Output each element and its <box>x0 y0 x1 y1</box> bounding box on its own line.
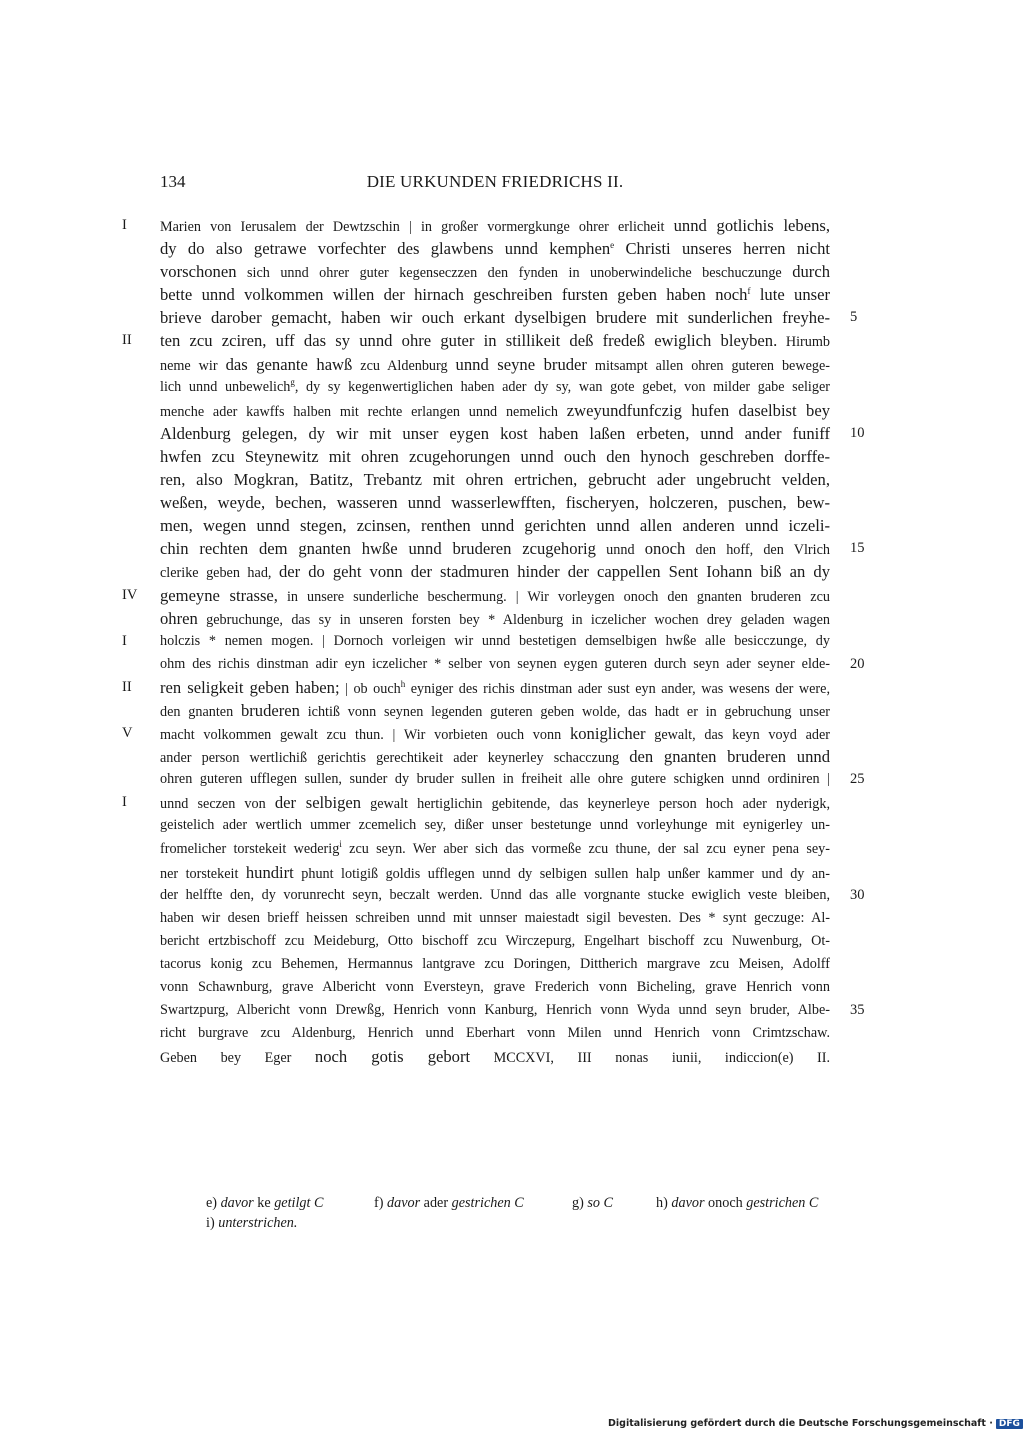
margin-siglum: II <box>122 332 132 349</box>
line-text <box>160 607 830 630</box>
text-segment: Aldenburg gelegen, dy wir mit unser eygen kost haben laßen erbeten, unnd ander funiff <box>160 423 830 443</box>
text-line <box>0 699 1000 722</box>
text-line <box>0 353 1000 376</box>
text-line <box>0 607 1000 630</box>
text-segment: ohren <box>160 608 198 628</box>
text-segment: vonn Schawnburg, grave Albericht vonn Eversteyn, grave Frederich vonn Bicheling, grave Henrich vonn <box>160 979 830 996</box>
text-segment: ohm des richis dinstman adir eyn iczelicher * selber von seynen eygen guteren durch seyn ader seyner elde- <box>160 655 830 672</box>
text-segment: ren seligkeit geben haben; <box>160 677 340 697</box>
line-text <box>160 214 830 237</box>
line-text <box>160 445 830 468</box>
line-text <box>160 976 830 999</box>
text-segment: onoch <box>644 539 686 559</box>
line-text <box>160 814 830 837</box>
line-text <box>160 514 830 537</box>
line-text <box>160 999 830 1022</box>
page-header <box>0 172 1000 198</box>
line-text <box>160 907 830 930</box>
line-text <box>160 722 830 745</box>
text-segment: brieve darober gemacht, haben wir ouch erkant dyselbigen brudere mit sunderlichen freyhe- <box>160 308 830 328</box>
text-line <box>0 560 1000 583</box>
text-line <box>0 283 1000 306</box>
text-segment: geistelich ader wertlich ummer zcemelich sey, dißer unser bestetunge unnd vorleyhunge mit eynigerley un- <box>160 817 830 834</box>
text-line <box>0 214 1000 237</box>
text-segment: Marien von Ierusalem der Dewtzschin | in großer vormergkunge ohrer erlicheit <box>160 219 674 235</box>
line-text <box>160 630 830 653</box>
text-segment: noch gotis gebort <box>314 1047 471 1067</box>
text-segment: unnd seczen von <box>160 796 275 813</box>
line-text <box>160 376 830 399</box>
line-text <box>160 930 830 953</box>
text-line <box>0 630 1000 653</box>
text-segment: gebruchunge, das sy in unseren forsten bey * Aldenburg in iczelicher wochen drey geladen wagen <box>197 611 830 628</box>
text-segment: den hoff, den Vlrich <box>685 542 830 559</box>
line-text <box>160 861 830 884</box>
text-segment: zcu seyn. Wer aber sich das vormeße zcu thune, der sal zcu eyner pena sey- <box>341 840 830 857</box>
text-segment: macht volkommen gewalt zcu thun. | Wir vorbieten ouch vonn <box>160 727 570 744</box>
text-line <box>0 791 1000 814</box>
text-segment: men, wegen unnd stegen, zcinsen, renthen unnd gerichten unnd allen anderen unnd iczeli- <box>160 516 830 536</box>
line-number: 20 <box>850 655 865 672</box>
text-segment: tacorus konig zcu Behemen, Hermannus lantgrave zcu Doringen, Dittherich margrave zcu Meisen, Adolff <box>160 956 830 972</box>
text-segment: menche ader kawffs halben mit rechte erlangen unnd nemelich <box>160 403 567 420</box>
line-text <box>160 329 830 352</box>
footnote-i: i) unterstrichen. <box>206 1215 298 1231</box>
line-text <box>160 306 830 329</box>
line-text <box>160 699 830 722</box>
margin-siglum: I <box>122 632 127 649</box>
text-segment: holczis * nemen mogen. | Dornoch vorleigen wir unnd bestetigen demselbigen hwße alle besicczunge, dy <box>160 632 830 649</box>
line-text <box>160 676 830 699</box>
text-segment: unnd <box>595 542 645 559</box>
margin-siglum: I <box>122 794 127 811</box>
text-segment: phunt lotigiß goldis ufflegen unnd dy selbigen sullen halp unßer kammer und dy an- <box>293 865 830 882</box>
text-segment: zweyundfunfczig hufen daselbist bey <box>566 400 830 420</box>
margin-siglum: II <box>122 678 132 695</box>
text-segment: ten zcu zciren, uff das sy unnd ohre guter in stillikeit deß fredeß ewiglich bleyben. <box>160 331 778 351</box>
text-segment: ichtiß vonn seynen legenden guteren geben wolde, das hadt er in gebruchung unser <box>299 703 830 720</box>
text-line <box>0 884 1000 907</box>
text-line <box>0 329 1000 352</box>
text-line <box>0 306 1000 329</box>
funding-text: Digitalisierung gefördert durch die Deutsche Forschungsgemeinschaft · <box>608 1418 993 1429</box>
text-segment: richt burgrave zcu Aldenburg, Henrich unnd Eberhart vonn Milen unnd Henrich vonn Crimtzschaw. <box>160 1025 830 1042</box>
line-text <box>160 491 830 514</box>
text-segment: sich unnd ohrer guter kegenseczzen den fynden in unoberwindeliche beschuczunge <box>236 265 793 282</box>
line-number: 5 <box>850 309 858 326</box>
footnote-marker: i <box>339 838 342 849</box>
charter-text <box>0 214 1000 1068</box>
footnote-row <box>206 1193 846 1213</box>
text-segment: der selbigen <box>274 793 362 813</box>
line-text <box>160 791 830 814</box>
line-text <box>160 1045 830 1068</box>
text-segment: den gnanten <box>160 703 241 720</box>
text-segment: Hirumb <box>777 334 830 351</box>
line-text <box>160 399 830 422</box>
text-line <box>0 768 1000 791</box>
line-number: 25 <box>850 771 865 788</box>
text-line <box>0 1045 1000 1068</box>
text-line <box>0 745 1000 768</box>
text-line <box>0 399 1000 422</box>
footnote-marker: h <box>400 678 406 689</box>
line-text <box>160 838 830 861</box>
text-line <box>0 237 1000 260</box>
line-text <box>160 884 830 907</box>
text-segment: bette unnd volkommen willen der hirnach geschreiben fursten geben haben noch <box>160 285 748 305</box>
text-segment: unnd seyne bruder <box>455 354 587 374</box>
text-segment: gemeyne strasse, <box>160 585 278 605</box>
text-line <box>0 514 1000 537</box>
line-text <box>160 560 830 583</box>
text-line <box>0 260 1000 283</box>
footnote-f: f) davor ader gestrichen C <box>374 1195 524 1211</box>
text-segment: das genante hawß <box>225 354 353 374</box>
line-text <box>160 353 830 376</box>
text-segment: bericht ertzbischoff zcu Meideburg, Otto bischoff zcu Wirczepurg, Engelhart bischoff zcu Nuwenburg, Ot- <box>160 932 830 949</box>
text-segment: Christi unseres herren nicht <box>614 239 830 259</box>
text-line <box>0 976 1000 999</box>
text-segment: der helffte den, dy vorunrecht seyn, beczalt werden. Unnd das alle vorgnante stucke ewiglich veste bleiben, <box>160 886 830 903</box>
line-text <box>160 768 830 791</box>
line-text <box>160 745 830 768</box>
text-segment: zcu Aldenburg <box>352 357 456 374</box>
text-segment: in unsere sunderliche beschermung. | Wir vorleygen onoch den gnanten bruderen zcu <box>277 588 830 605</box>
text-line <box>0 537 1000 560</box>
text-segment: lute unser <box>750 285 830 305</box>
running-title: DIE URKUNDEN FRIEDRICHS II. <box>366 172 624 191</box>
line-text <box>160 237 830 260</box>
line-number: 10 <box>850 424 865 441</box>
footnote-g: g) so C <box>572 1195 613 1211</box>
margin-siglum: V <box>122 725 133 742</box>
text-line <box>0 468 1000 491</box>
footnotes <box>206 1193 846 1233</box>
text-segment: gewalt, das keyn voyd ader <box>645 727 830 744</box>
line-text <box>160 953 830 976</box>
text-segment: vorschonen <box>160 262 237 282</box>
text-line <box>0 584 1000 607</box>
text-segment: hwfen zcu Steynewitz mit ohren zcugehorungen unnd ouch den hynoch geschreben dorffe- <box>160 446 830 466</box>
margin-siglum: I <box>122 217 127 233</box>
line-text <box>160 584 830 607</box>
line-number: 30 <box>850 886 865 903</box>
text-line <box>0 722 1000 745</box>
text-segment: clerike geben had, <box>160 565 279 582</box>
text-segment: ander person wertlichiß gerichtis gerechtikeit ader keynerley schacczung <box>160 750 630 767</box>
text-line <box>0 907 1000 930</box>
text-segment: weßen, weyde, bechen, wasseren unnd wasserlewfften, fischeryen, holczeren, puschen, bew- <box>160 493 830 513</box>
line-text <box>160 653 830 676</box>
line-text <box>160 422 830 445</box>
text-segment: ner torstekeit <box>160 865 246 882</box>
text-segment: eyniger des richis dinstman ader sust eyn ander, was wesens der were, <box>405 680 830 697</box>
text-segment: durch <box>792 262 830 282</box>
text-line <box>0 1022 1000 1045</box>
page-number: 134 <box>160 172 186 191</box>
text-segment: fromelicher torstekeit wederig <box>160 840 340 857</box>
footnote-e: e) davor ke getilgt C <box>206 1195 324 1211</box>
text-line <box>0 653 1000 676</box>
footnote-marker: g <box>290 376 295 387</box>
text-segment: haben wir desen brieff heissen schreiben unnd mit unnser maiestadt sigil bevesten. Des * synt geczuge: Al- <box>160 909 830 926</box>
line-text <box>160 283 830 306</box>
text-segment: | ob ouch <box>339 680 401 697</box>
footnote-marker: f <box>747 286 751 297</box>
text-segment: , dy sy kegenwertiglichen haben ader dy sy, wan gote gebet, von milder gabe seliger <box>294 378 830 395</box>
text-segment: ren, also Mogkran, Batitz, Trebantz mit ohren ertrichen, gebrucht ader ungebrucht velden, <box>160 470 830 490</box>
text-segment: den gnanten bruderen unnd <box>629 747 830 767</box>
text-segment: koniglicher <box>569 724 646 744</box>
text-segment: MCCXVI, III nonas iunii, indiccion(e) II. <box>470 1050 830 1067</box>
text-line <box>0 422 1000 445</box>
text-segment: bruderen <box>240 700 300 720</box>
text-line <box>0 838 1000 861</box>
text-segment: Geben bey Eger <box>160 1050 315 1067</box>
text-segment: gewalt hertiglichin gebitende, das keynerleye person hoch ader nyderigk, <box>361 796 830 813</box>
line-text <box>160 537 830 560</box>
line-text <box>160 1022 830 1045</box>
text-segment: der do geht vonn der stadmuren hinder der cappellen Sent Iohann biß an dy <box>278 562 831 582</box>
text-line <box>0 676 1000 699</box>
text-segment: neme wir <box>160 357 226 374</box>
margin-siglum: IV <box>122 586 138 603</box>
dfg-logo: DFG <box>996 1419 1023 1429</box>
text-line <box>0 445 1000 468</box>
line-number: 35 <box>850 1002 865 1019</box>
text-line <box>0 930 1000 953</box>
footnote-h: h) davor onoch gestrichen C <box>656 1195 819 1211</box>
text-line <box>0 861 1000 884</box>
footnote-marker: e <box>610 240 615 251</box>
text-segment: unnd gotlichis lebens, <box>673 216 830 235</box>
text-segment: chin rechten dem gnanten hwße unnd bruderen zcugehorig <box>160 539 596 559</box>
text-segment: hundirt <box>245 862 294 882</box>
text-line <box>0 376 1000 399</box>
line-text <box>160 260 830 283</box>
text-segment: lich unnd unbewelich <box>160 378 291 395</box>
text-segment: mitsampt allen ohren guteren bewege- <box>586 357 831 374</box>
text-line <box>0 953 1000 976</box>
text-segment: Swartzpurg, Albericht vonn Drewßg, Henrich vonn Kanburg, Henrich vonn Wyda unnd seyn bruder, Albe- <box>160 1002 830 1019</box>
text-line <box>0 999 1000 1022</box>
line-number: 15 <box>850 540 865 557</box>
text-segment: ohren guteren ufflegen sullen, sunder dy bruder sullen in freiheit alle ohre gutere schigken unnd ordiniren | <box>160 771 830 788</box>
line-text <box>160 468 830 491</box>
text-line <box>0 814 1000 837</box>
text-line <box>0 491 1000 514</box>
text-segment: dy do also getrawe vorfechter des glawbens unnd kemphen <box>160 239 611 259</box>
funding-banner <box>608 1418 1023 1429</box>
footnote-row <box>206 1213 846 1233</box>
